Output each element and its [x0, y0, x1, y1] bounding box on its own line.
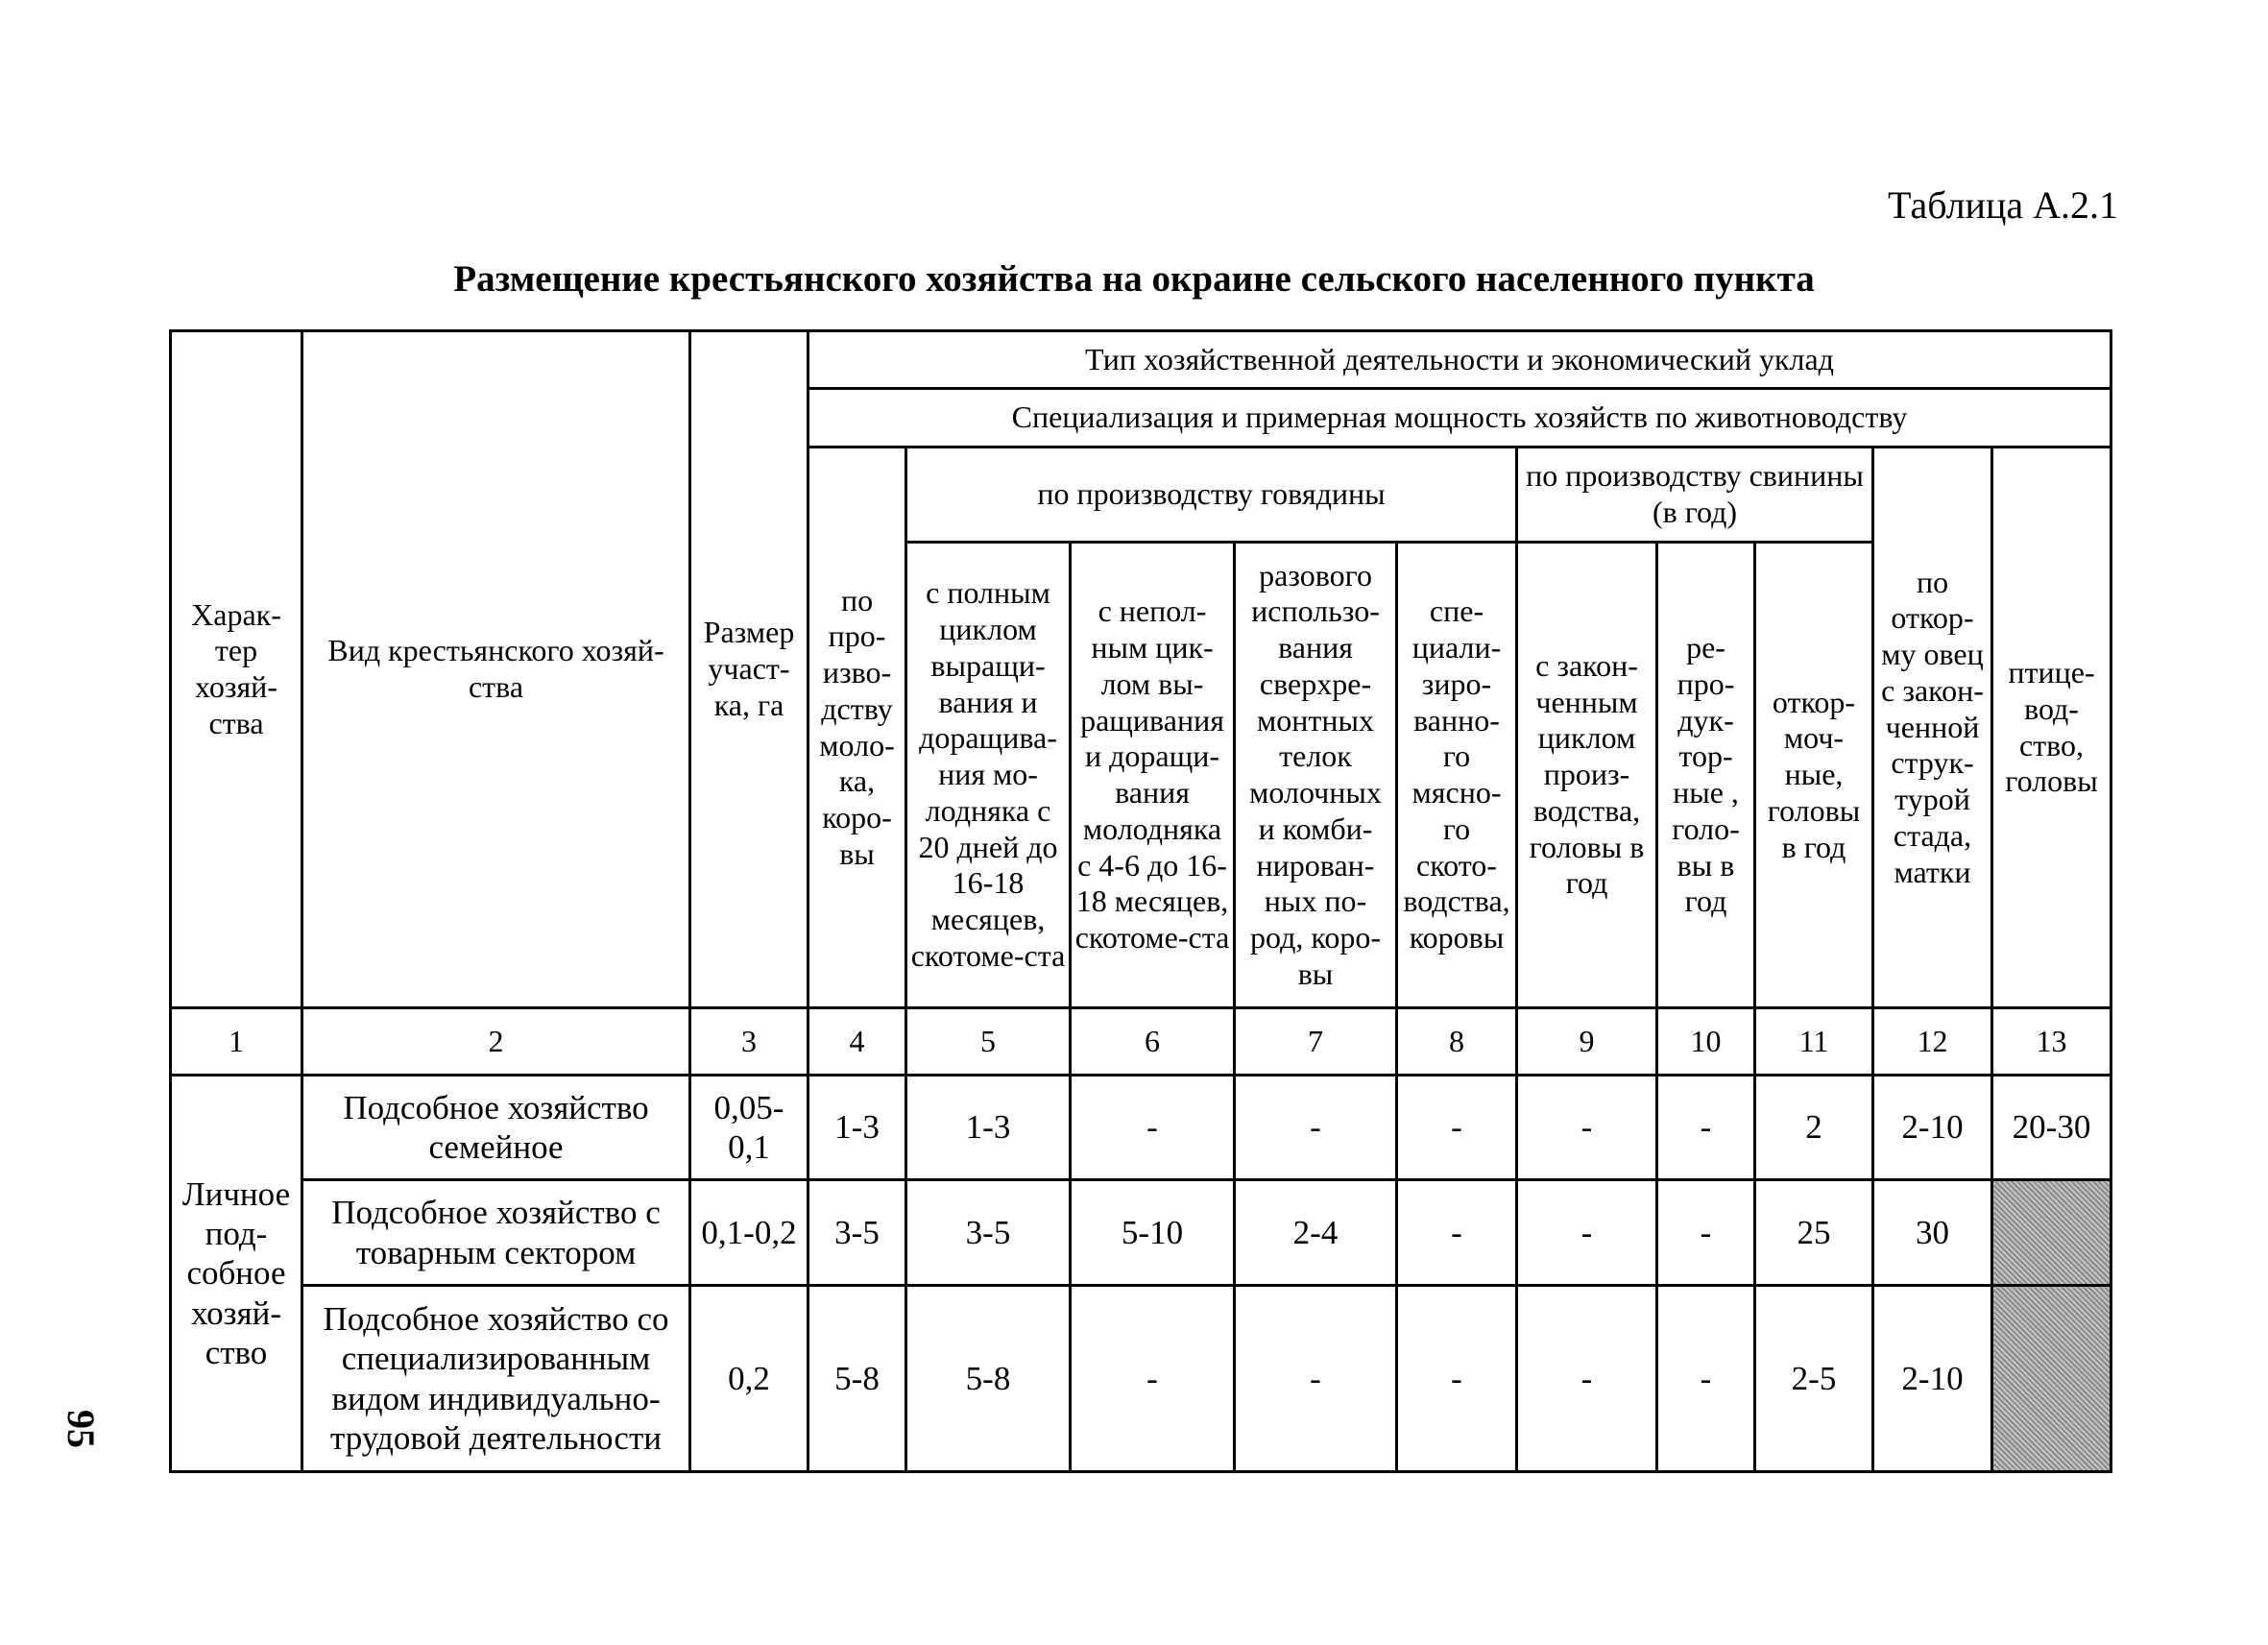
- pork-fatten-cell: 2: [1755, 1076, 1873, 1180]
- header-pork-group: по производству свинины (в год): [1517, 448, 1873, 543]
- header-col-7: разового использо-вания сверхре-монтных телок молочных и комби-нирован-ных по-род, коро-вы: [1235, 543, 1397, 1008]
- meat-cattle-cell: -: [1397, 1286, 1517, 1472]
- column-number: 5: [906, 1008, 1071, 1076]
- column-number: 3: [690, 1008, 808, 1076]
- beef-partial-cell: -: [1071, 1076, 1235, 1180]
- header-beef-group: по производству говядины: [906, 448, 1517, 543]
- column-number: 12: [1873, 1008, 1992, 1076]
- sheep-cell: 2-10: [1873, 1076, 1992, 1180]
- header-col-10: ре-про-дук-тор-ные , голо-вы в год: [1657, 543, 1755, 1008]
- area-cell: 0,2: [690, 1286, 808, 1472]
- area-cell: 0,05-0,1: [690, 1076, 808, 1180]
- heifers-cell: -: [1235, 1286, 1397, 1472]
- column-number-row: [171, 1008, 2111, 1076]
- beef-full-cell: 1-3: [906, 1076, 1071, 1180]
- header-col-2: Вид крестьянского хозяй-ства: [302, 331, 690, 1008]
- header-col-11: откор-моч-ные, головы в год: [1755, 543, 1873, 1008]
- column-number: 10: [1657, 1008, 1755, 1076]
- header-specialization: Специализация и примерная мощность хозяйств по животноводству: [808, 389, 2111, 448]
- column-number: 11: [1755, 1008, 1873, 1076]
- heifers-cell: -: [1235, 1076, 1397, 1180]
- pork-fatten-cell: 25: [1755, 1180, 1873, 1286]
- header-col-8: спе-циали-зиро-ванно-го мясно-го ското-водства, коровы: [1397, 543, 1517, 1008]
- header-col-13: птице-вод-ство, головы: [1992, 448, 2111, 1008]
- beef-partial-cell: -: [1071, 1286, 1235, 1472]
- sheep-cell: 2-10: [1873, 1286, 1992, 1472]
- pork-full-cell: -: [1517, 1180, 1657, 1286]
- livestock-table: [169, 329, 2112, 1473]
- header-col-3: Размер участ-ка, га: [690, 331, 808, 1008]
- pork-full-cell: -: [1517, 1286, 1657, 1472]
- pork-repro-cell: -: [1657, 1076, 1755, 1180]
- meat-cattle-cell: -: [1397, 1180, 1517, 1286]
- page-number: 95: [60, 1410, 103, 1448]
- area-cell: 0,1-0,2: [690, 1180, 808, 1286]
- header-col-6: с непол-ным цик-лом вы-ращивания и доращи-вания молодняка с 4-6 до 16-18 месяцев, скотоме-ста: [1071, 543, 1235, 1008]
- milk-cell: 5-8: [808, 1286, 906, 1472]
- beef-partial-cell: 5-10: [1071, 1180, 1235, 1286]
- meat-cattle-cell: -: [1397, 1076, 1517, 1180]
- farm-type-cell: Подсобное хозяйство семейное: [302, 1076, 690, 1180]
- pork-repro-cell: -: [1657, 1286, 1755, 1472]
- column-number: 1: [171, 1008, 302, 1076]
- table-label: Таблица А.2.1: [1888, 183, 2118, 227]
- header-type-activity: Тип хозяйственной деятельности и экономический уклад: [808, 331, 2111, 389]
- column-number: 2: [302, 1008, 690, 1076]
- pork-repro-cell: -: [1657, 1180, 1755, 1286]
- column-number: 9: [1517, 1008, 1657, 1076]
- farm-type-cell: Подсобное хозяйство с товарным сектором: [302, 1180, 690, 1286]
- milk-cell: 3-5: [808, 1180, 906, 1286]
- column-number: 7: [1235, 1008, 1397, 1076]
- column-number: 6: [1071, 1008, 1235, 1076]
- header-col-9: с закон-ченным циклом произ-водства, головы в год: [1517, 543, 1657, 1008]
- group-label: Личное под-собное хозяй-ство: [171, 1076, 302, 1472]
- header-col-4: по про-изво-дству моло-ка, коро-вы: [808, 448, 906, 1008]
- table-row: [171, 1180, 2111, 1286]
- table-row: [171, 1286, 2111, 1472]
- table-row: [171, 1076, 2111, 1180]
- column-number: 4: [808, 1008, 906, 1076]
- sheep-cell: 30: [1873, 1180, 1992, 1286]
- header-col-12: по откор-му овец с закон-ченной струк-турой стада, матки: [1873, 448, 1992, 1008]
- beef-full-cell: 3-5: [906, 1180, 1071, 1286]
- hatched-empty-cell: [1992, 1286, 2111, 1472]
- pork-full-cell: -: [1517, 1076, 1657, 1180]
- column-number: 8: [1397, 1008, 1517, 1076]
- pork-fatten-cell: 2-5: [1755, 1286, 1873, 1472]
- heifers-cell: 2-4: [1235, 1180, 1397, 1286]
- milk-cell: 1-3: [808, 1076, 906, 1180]
- document-title: Размещение крестьянского хозяйства на окраине сельского населенного пункта: [453, 258, 1815, 300]
- header-col-1: Харак-тер хозяй-ства: [171, 331, 302, 1008]
- beef-full-cell: 5-8: [906, 1286, 1071, 1472]
- farm-type-cell: Подсобное хозяйство со специализированным видом индивидуально-трудовой деятельности: [302, 1286, 690, 1472]
- hatched-empty-cell: [1992, 1180, 2111, 1286]
- column-number: 13: [1992, 1008, 2111, 1076]
- poultry-cell: 20-30: [1992, 1076, 2111, 1180]
- header-col-5: с полным циклом выращи-вания и доращива-ния мо-лодняка с 20 дней до 16-18 месяцев, скотоме-ста: [906, 543, 1071, 1008]
